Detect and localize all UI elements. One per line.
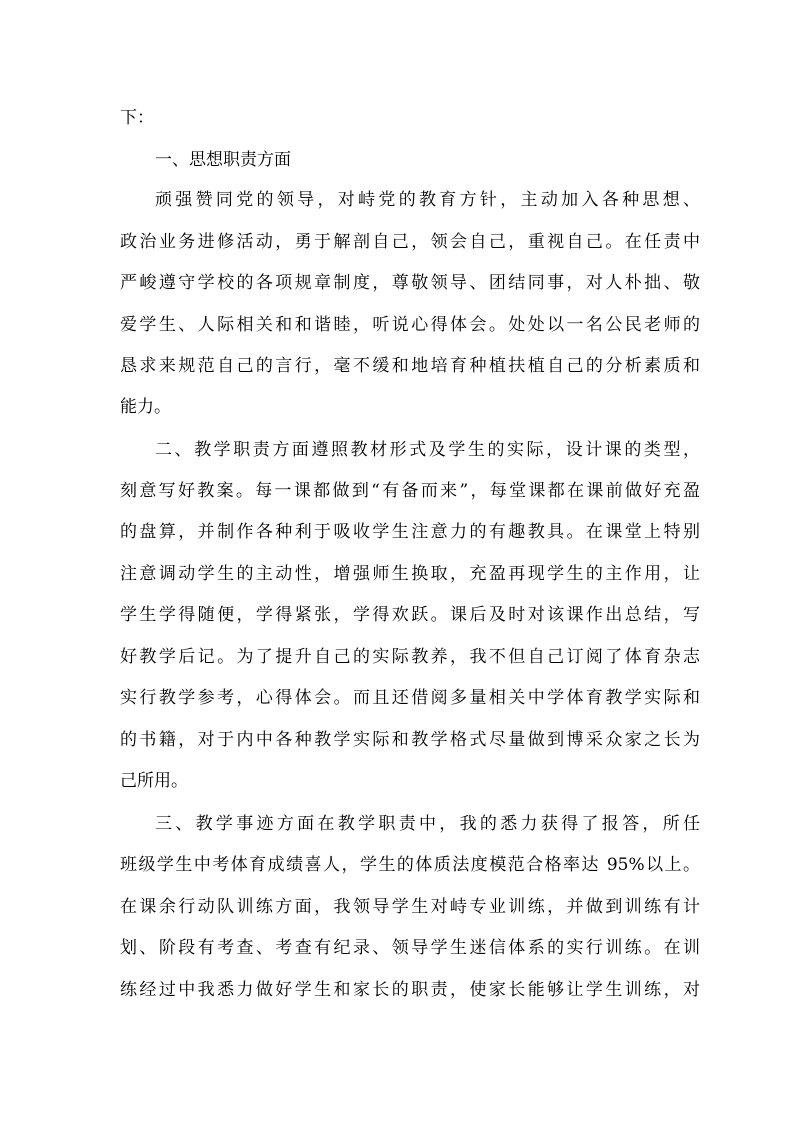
text-line: 注意调动学生的主动性，增强师生换取，充盈再现学生的主作用，让 [120,564,700,584]
text-line: 的盘算，并制作各种利于吸收学生注意力的有趣教具。在课堂上特别 [120,522,700,542]
text-line: 的书籍，对于内中各种教学实际和教学格式尽量做到博采众家之长为 [120,730,700,750]
text-line: 好教学后记。为了提升自己的实际教养，我不但自己订阅了体育杂志 [120,647,700,667]
text-line: 学生学得随便，学得紧张，学得欢跃。课后及时对该课作出总结，写 [120,605,700,625]
text-line: 恳求来规范自己的言行，毫不缓和地培育种植扶植自己的分析素质和 [120,356,700,376]
text-line: 顽强赞同党的领导，对峙党的教育方针，主动加入各种思想、 [155,190,700,210]
text-line: 划、阶段有考查、考查有纪录、领导学生迷信体系的实行训练。在训 [120,938,700,958]
section-heading: 一、思想职责方面 [155,150,291,170]
text-line: 严峻遵守学校的各项规章制度，尊敬领导、团结同事，对人朴拙、敬 [120,273,700,293]
text-line: 在课余行动队训练方面，我领导学生对峙专业训练，并做到训练有计 [120,897,700,917]
text-line: 班级学生中考体育成绩喜人，学生的体质法度模范合格率达 95%以上。 [120,855,700,875]
text-line: 二、教学职责方面遵照教材形式及学生的实际，设计课的类型， [155,440,700,460]
text-line: 政治业务进修活动，勇于解剖自己，领会自己，重视自己。在任责中 [120,232,700,252]
text-line: 刻意写好教案。每一课都做到“有备而来”，每堂课都在课前做好充盈 [120,481,700,501]
text-line: 下： [120,108,154,128]
text-line: 实行教学参考，心得体会。而且还借阅多量相关中学体育教学实际和 [120,688,700,708]
text-line: 三、教学事迹方面在教学职责中，我的悉力获得了报答，所任 [155,814,700,834]
text-line: 爱学生、人际相关和和谐睦，听说心得体会。处处以一名公民老师的 [120,315,700,335]
text-line: 己所用。 [120,771,188,791]
text-line: 练经过中我悉力做好学生和家长的职责，使家长能够让学生训练，对 [120,980,700,1000]
text-line: 能力。 [120,397,171,417]
